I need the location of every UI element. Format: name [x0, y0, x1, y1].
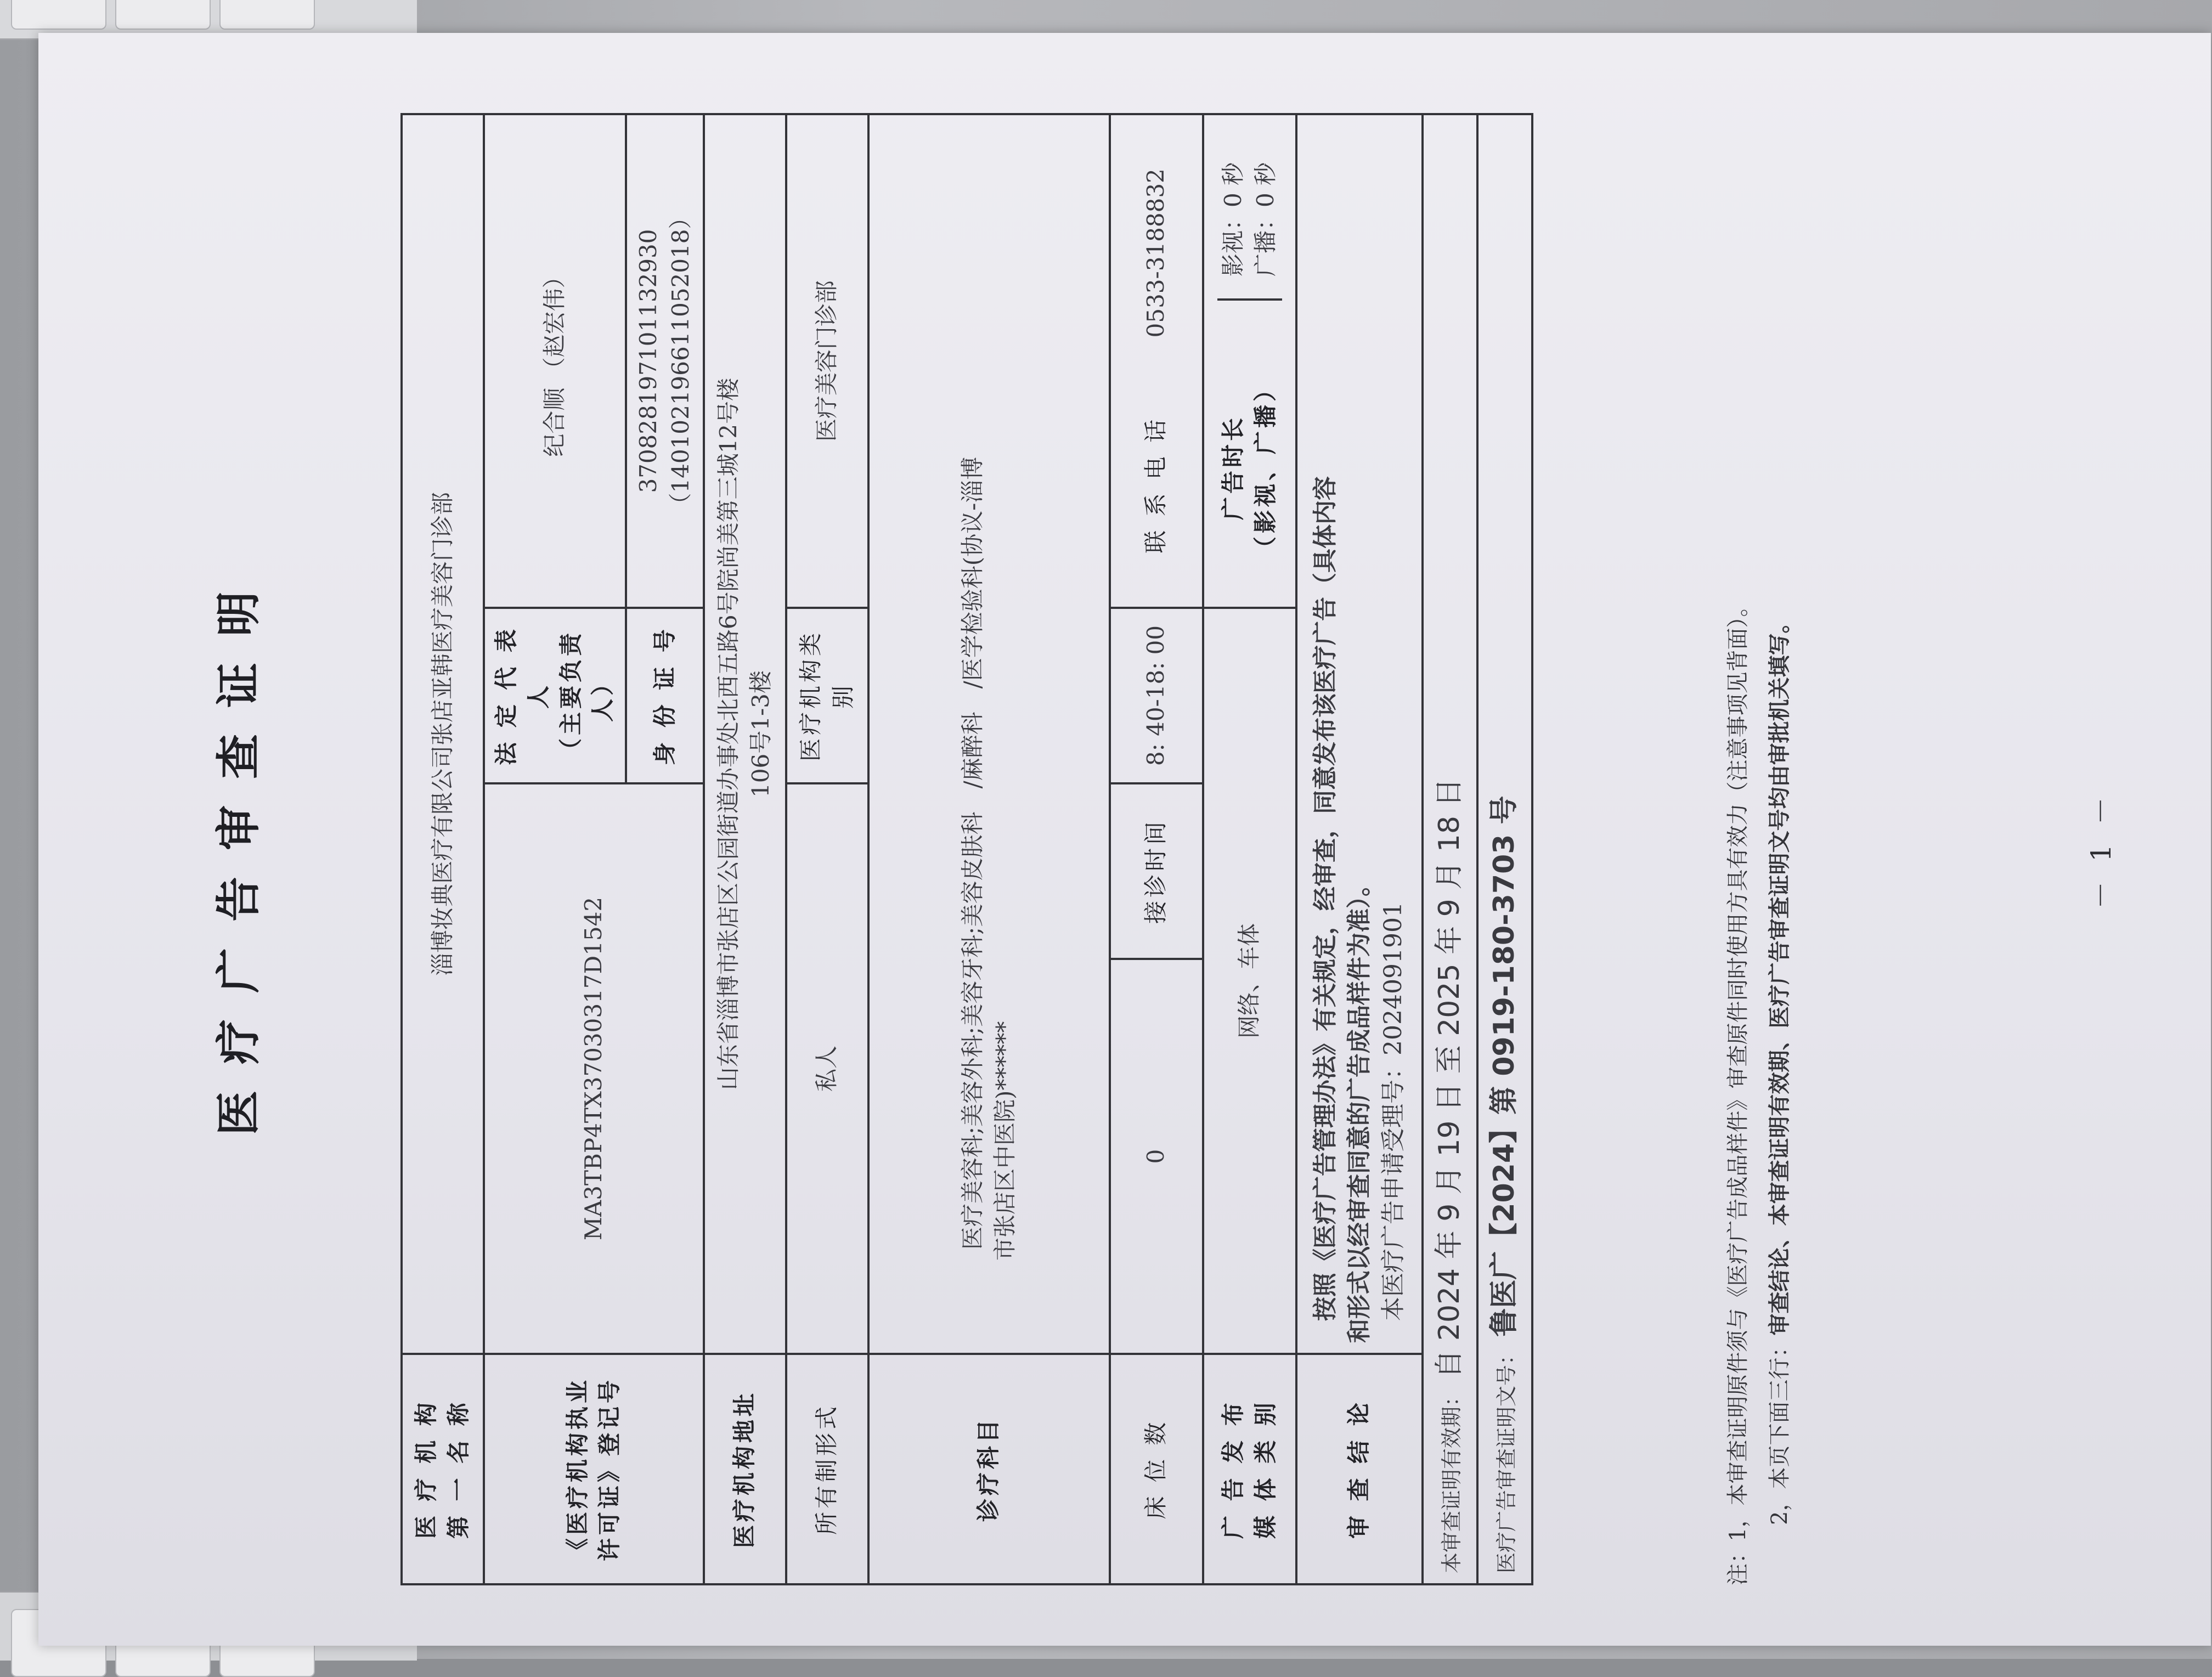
label-hours: 接诊时间	[1110, 783, 1203, 959]
duration-wrap	[1217, 125, 1282, 597]
document	[60, 66, 2189, 1635]
value-validity: 自 2024 年 9 月 19 日 至 2025 年 9 月 18 日	[1433, 778, 1466, 1379]
paper-sheet	[38, 33, 2211, 1646]
row-institution-name	[402, 114, 484, 1584]
label-ownership: 所有制形式	[786, 1354, 868, 1584]
label-line: 许可证》登记号	[596, 1377, 623, 1562]
value-certificate-no: 鲁医广【2024】第 0919-180-3703 号	[1488, 795, 1521, 1337]
row-media	[1203, 114, 1296, 1584]
label-line: （主要负责人）	[557, 630, 617, 762]
note-2	[1759, 104, 1801, 1585]
label-line: 媒 体 类 别	[1251, 1399, 1279, 1539]
value-address	[704, 114, 786, 1354]
label-category: 医疗机构类别	[786, 608, 868, 783]
phone-cell	[1110, 114, 1203, 608]
row-ownership	[786, 114, 868, 1584]
label-certificate-no: 医疗广告审查证明文号：	[1494, 1343, 1519, 1573]
row-license-legal-rep	[484, 114, 626, 1584]
value-legal-rep: 纪合顺 （赵宏伟）	[484, 114, 626, 608]
row-beds	[1110, 114, 1203, 1584]
value-institution-name: 淄博妆典医疗有限公司张店亚韩医疗美容门诊部	[402, 114, 484, 1354]
label-line: （影视、广播）	[1251, 375, 1279, 560]
value-line: 和形式以经审查同意的广告成品样件为准）。	[1345, 872, 1373, 1343]
keyboard-key	[219, 0, 315, 30]
label-institution-name	[402, 1354, 484, 1584]
value-phone: 0533-3188832	[1142, 168, 1170, 338]
value-license-number: MA3TBP4TX37030317D1542	[484, 783, 704, 1354]
label-validity: 本审查证明有效期：	[1440, 1385, 1464, 1573]
value-line: 370828197101132930	[635, 229, 662, 493]
label-line: 《医疗机构执业	[563, 1377, 591, 1562]
value-id-number	[626, 114, 704, 608]
label-duration	[1217, 375, 1282, 560]
value-line: 市张店区中医院)******	[991, 1021, 1018, 1261]
label-line: 第 一 名 称	[445, 1399, 472, 1539]
value-beds: 0	[1110, 959, 1203, 1354]
value-media: 网络、车体	[1203, 608, 1296, 1354]
label-line: 广 告 发 布	[1219, 1399, 1246, 1539]
keyboard-key	[115, 0, 211, 30]
certificate-cell	[1477, 114, 1532, 1584]
note-bold: 审查结论、本审查证明有效期、医疗广告审查证明文号均由审批机关填写。	[1767, 611, 1792, 1336]
document-title: 医疗广告审查证明	[212, 565, 265, 1136]
row-validity	[1423, 114, 1477, 1584]
label-conclusion: 审 查 结 论	[1296, 1354, 1423, 1584]
row-departments	[868, 114, 1110, 1584]
value-line: 医疗美容科;美容外科;美容牙科;美容皮肤科 /麻醉科 /医学检验科(协议-淄博	[958, 456, 986, 1250]
value-duration	[1217, 162, 1282, 301]
validity-cell	[1423, 114, 1477, 1584]
value-departments	[868, 114, 1110, 1354]
value-category: 医疗美容门诊部	[786, 114, 868, 608]
label-line: 医 疗 机 构	[413, 1399, 440, 1539]
note-prefix: 2，本页下面三行：	[1767, 1335, 1792, 1525]
label-line: 法 定 代 表 人	[493, 626, 552, 765]
value-conclusion	[1296, 114, 1423, 1354]
label-phone: 联 系 电 话	[1142, 416, 1170, 554]
value-hours: 8: 40-18: 00	[1110, 608, 1203, 783]
row-conclusion	[1296, 114, 1423, 1584]
note-1: 注：1，本审查证明原件须与《医疗广告成品样件》审查原件同时使用方具有效力（注意事项见背面）。	[1725, 595, 1751, 1585]
value-line: 按照《医疗广告管理办法》有关规定，经审查，同意发布该医疗广告（具体内容	[1311, 476, 1340, 1321]
row-address	[704, 114, 786, 1584]
value-line: 本医疗广告申请受理号：2024091901	[1379, 902, 1407, 1321]
value-line: 106号1-3楼	[747, 670, 774, 798]
label-address: 医疗机构地址	[704, 1354, 786, 1584]
value-line: 影视：0 秒	[1219, 162, 1246, 277]
row-certificate-no	[1477, 114, 1532, 1584]
label-beds: 床 位 数	[1110, 1354, 1203, 1584]
label-media	[1203, 1354, 1296, 1584]
page-number: － 1 －	[2085, 792, 2117, 909]
review-form-table	[400, 113, 1533, 1585]
label-legal-rep	[484, 608, 626, 783]
label-id-number: 身 份 证 号	[626, 608, 704, 783]
value-line: （140102196611052018）	[667, 206, 694, 516]
duration-cell	[1203, 114, 1296, 608]
value-line: 山东省淄博市张店区公园街道办事处北西五路6号院尚美第三城12号楼	[714, 377, 742, 1091]
notes	[1717, 104, 1801, 1585]
label-license	[484, 1354, 704, 1584]
value-ownership: 私人	[786, 783, 868, 1354]
keyboard-key	[11, 0, 106, 30]
label-departments: 诊疗科目	[868, 1354, 1110, 1584]
value-line: 广播：0 秒	[1251, 162, 1279, 277]
label-line: 广告时长	[1219, 415, 1246, 521]
